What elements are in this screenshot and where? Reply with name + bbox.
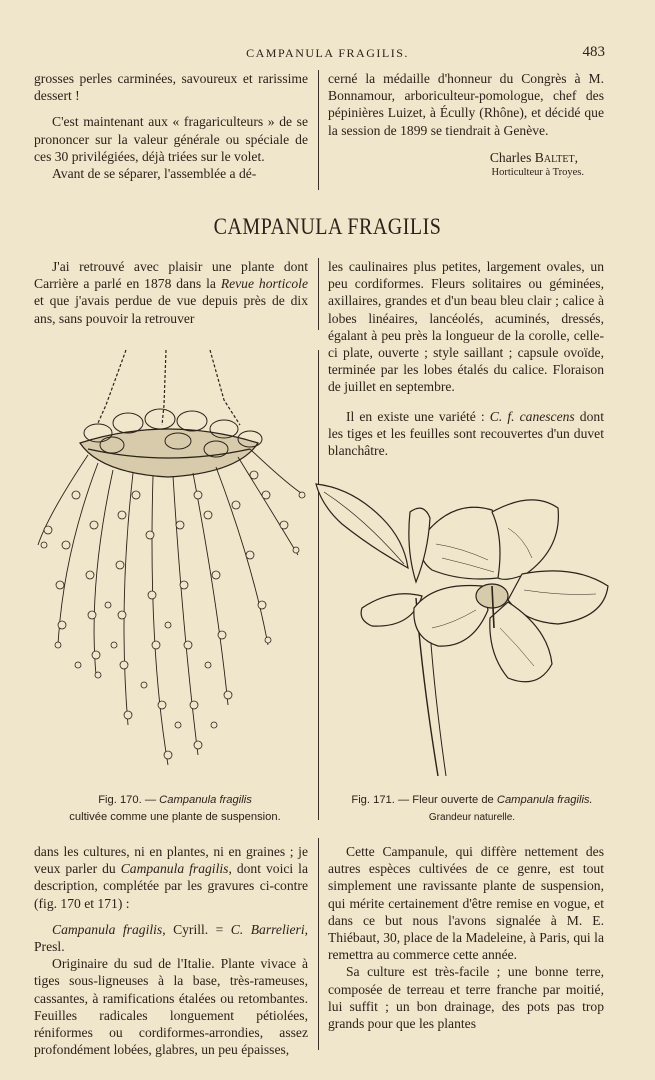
paragraph: grosses perles carminées, savoureux et rarissime dessert ! [34,71,308,104]
intro-left-column [34,258,308,327]
bottom-right-column [328,843,604,1032]
column-divider-intro [318,258,319,330]
intro-right-column [328,258,604,459]
column-divider-top [318,70,319,190]
paragraph: dans les cultures, ni en plantes, ni en graines ; je veux parler du Campanula fragilis, dont voici la description, complétée par les gravures ci-contre (fig. 170 et 171) : [34,844,308,911]
signature-role: Horticulteur à Troyes. [491,167,584,179]
top-left-column [34,70,308,182]
top-right-column [328,70,604,180]
bottom-left-column [34,843,308,1058]
signature [328,149,604,180]
paragraph: Sa culture est très-facile ; une bonne terre, composée de terreau et terre franche par moitié, lui suffit ; un bon drainage, des pots pas trop grands pour que les plantes [328,964,604,1032]
paragraph: Campanula fragilis, Cyrill. = C. Barrelieri, Presl. [34,921,308,955]
journal-title: Revue horticole [220,276,308,292]
paragraph: Cette Campanule, qui diffère nettement des autres espèces cultivées de ce genre, est tout simplement une ravissante plante de suspension, qui mérite certainement d'être remise en vogue, et dans ce but nous l'avons signalée à M. E. Thiébaut, 30, place de la Madeleine, à Paris, qui la remettra au commerce cette année. [328,844,604,963]
paragraph: cerné la médaille d'honneur du Congrès à M. Bonnamour, arboriculteur-pomologue, chef des pépinières Luizet, à Écully (Rhône), et décidé que la session de 1899 se tiendrait à Genève. [328,71,604,138]
paragraph: les caulinaires plus petites, largement ovales, un peu cordiformes. Fleurs solitaires ou géminées, axillaires, grandes et d'un beau bleu clair ; calice à lobes linéaires, lancéolés, acuminés, dressés, égalant à peu près la longueur de la corolle, celle-ci plate, ouverte ; style saillant ; capsule ovoïde, terminée par les lobes étalés du calice. Floraison de juillet en septembre. [328,259,604,395]
page-number: 483 [582,44,605,60]
paragraph: Originaire du sud de l'Italie. Plante vivace à tiges sous-ligneuses à la base, très-rameuses, cassantes, à ramifications étalées ou retombantes. Feuilles radicales longuement pétiolées, réniformes ou cordiformes-arrondies, assez profondément lobées, glabres, un peu épaisses, [34,956,308,1058]
figure-170-caption: Fig. 170. — Campanula fragilis cultivée comme une plante de suspension. [69,794,281,823]
running-head-title: CAMPANULA FRAGILIS. [246,46,409,60]
column-divider-bottom [318,838,319,1050]
figure-171-caption: Fig. 171. — Fleur ouverte de Campanula fragilis. Grandeur naturelle. [351,794,593,823]
paragraph: J'ai retrouvé avec plaisir une plante dont Carrière a parlé en 1878 dans la Revue horticole et que j'avais perdue de vue depuis près de dix ans, sans pouvoir la retrouver [34,259,308,326]
hanging-basket-plant-illustration [18,345,310,785]
paragraph: Il en existe une variété : C. f. canescens dont les tiges et les feuilles sont recouvertes d'un duvet blanchâtre. [328,408,604,459]
paragraph: C'est maintenant aux « fragariculteurs » de se prononcer sur la valeur générale ou spéciale de ces 30 privilégiées, déjà triées sur le volet. [34,114,308,164]
open-flower-illustration [312,478,612,778]
running-head [0,44,655,62]
paragraph: Avant de se séparer, l'assemblée a dé- [52,166,257,182]
signature-name: Charles Baltet, [489,149,578,165]
section-title: CAMPANULA FRAGILIS [213,214,442,240]
